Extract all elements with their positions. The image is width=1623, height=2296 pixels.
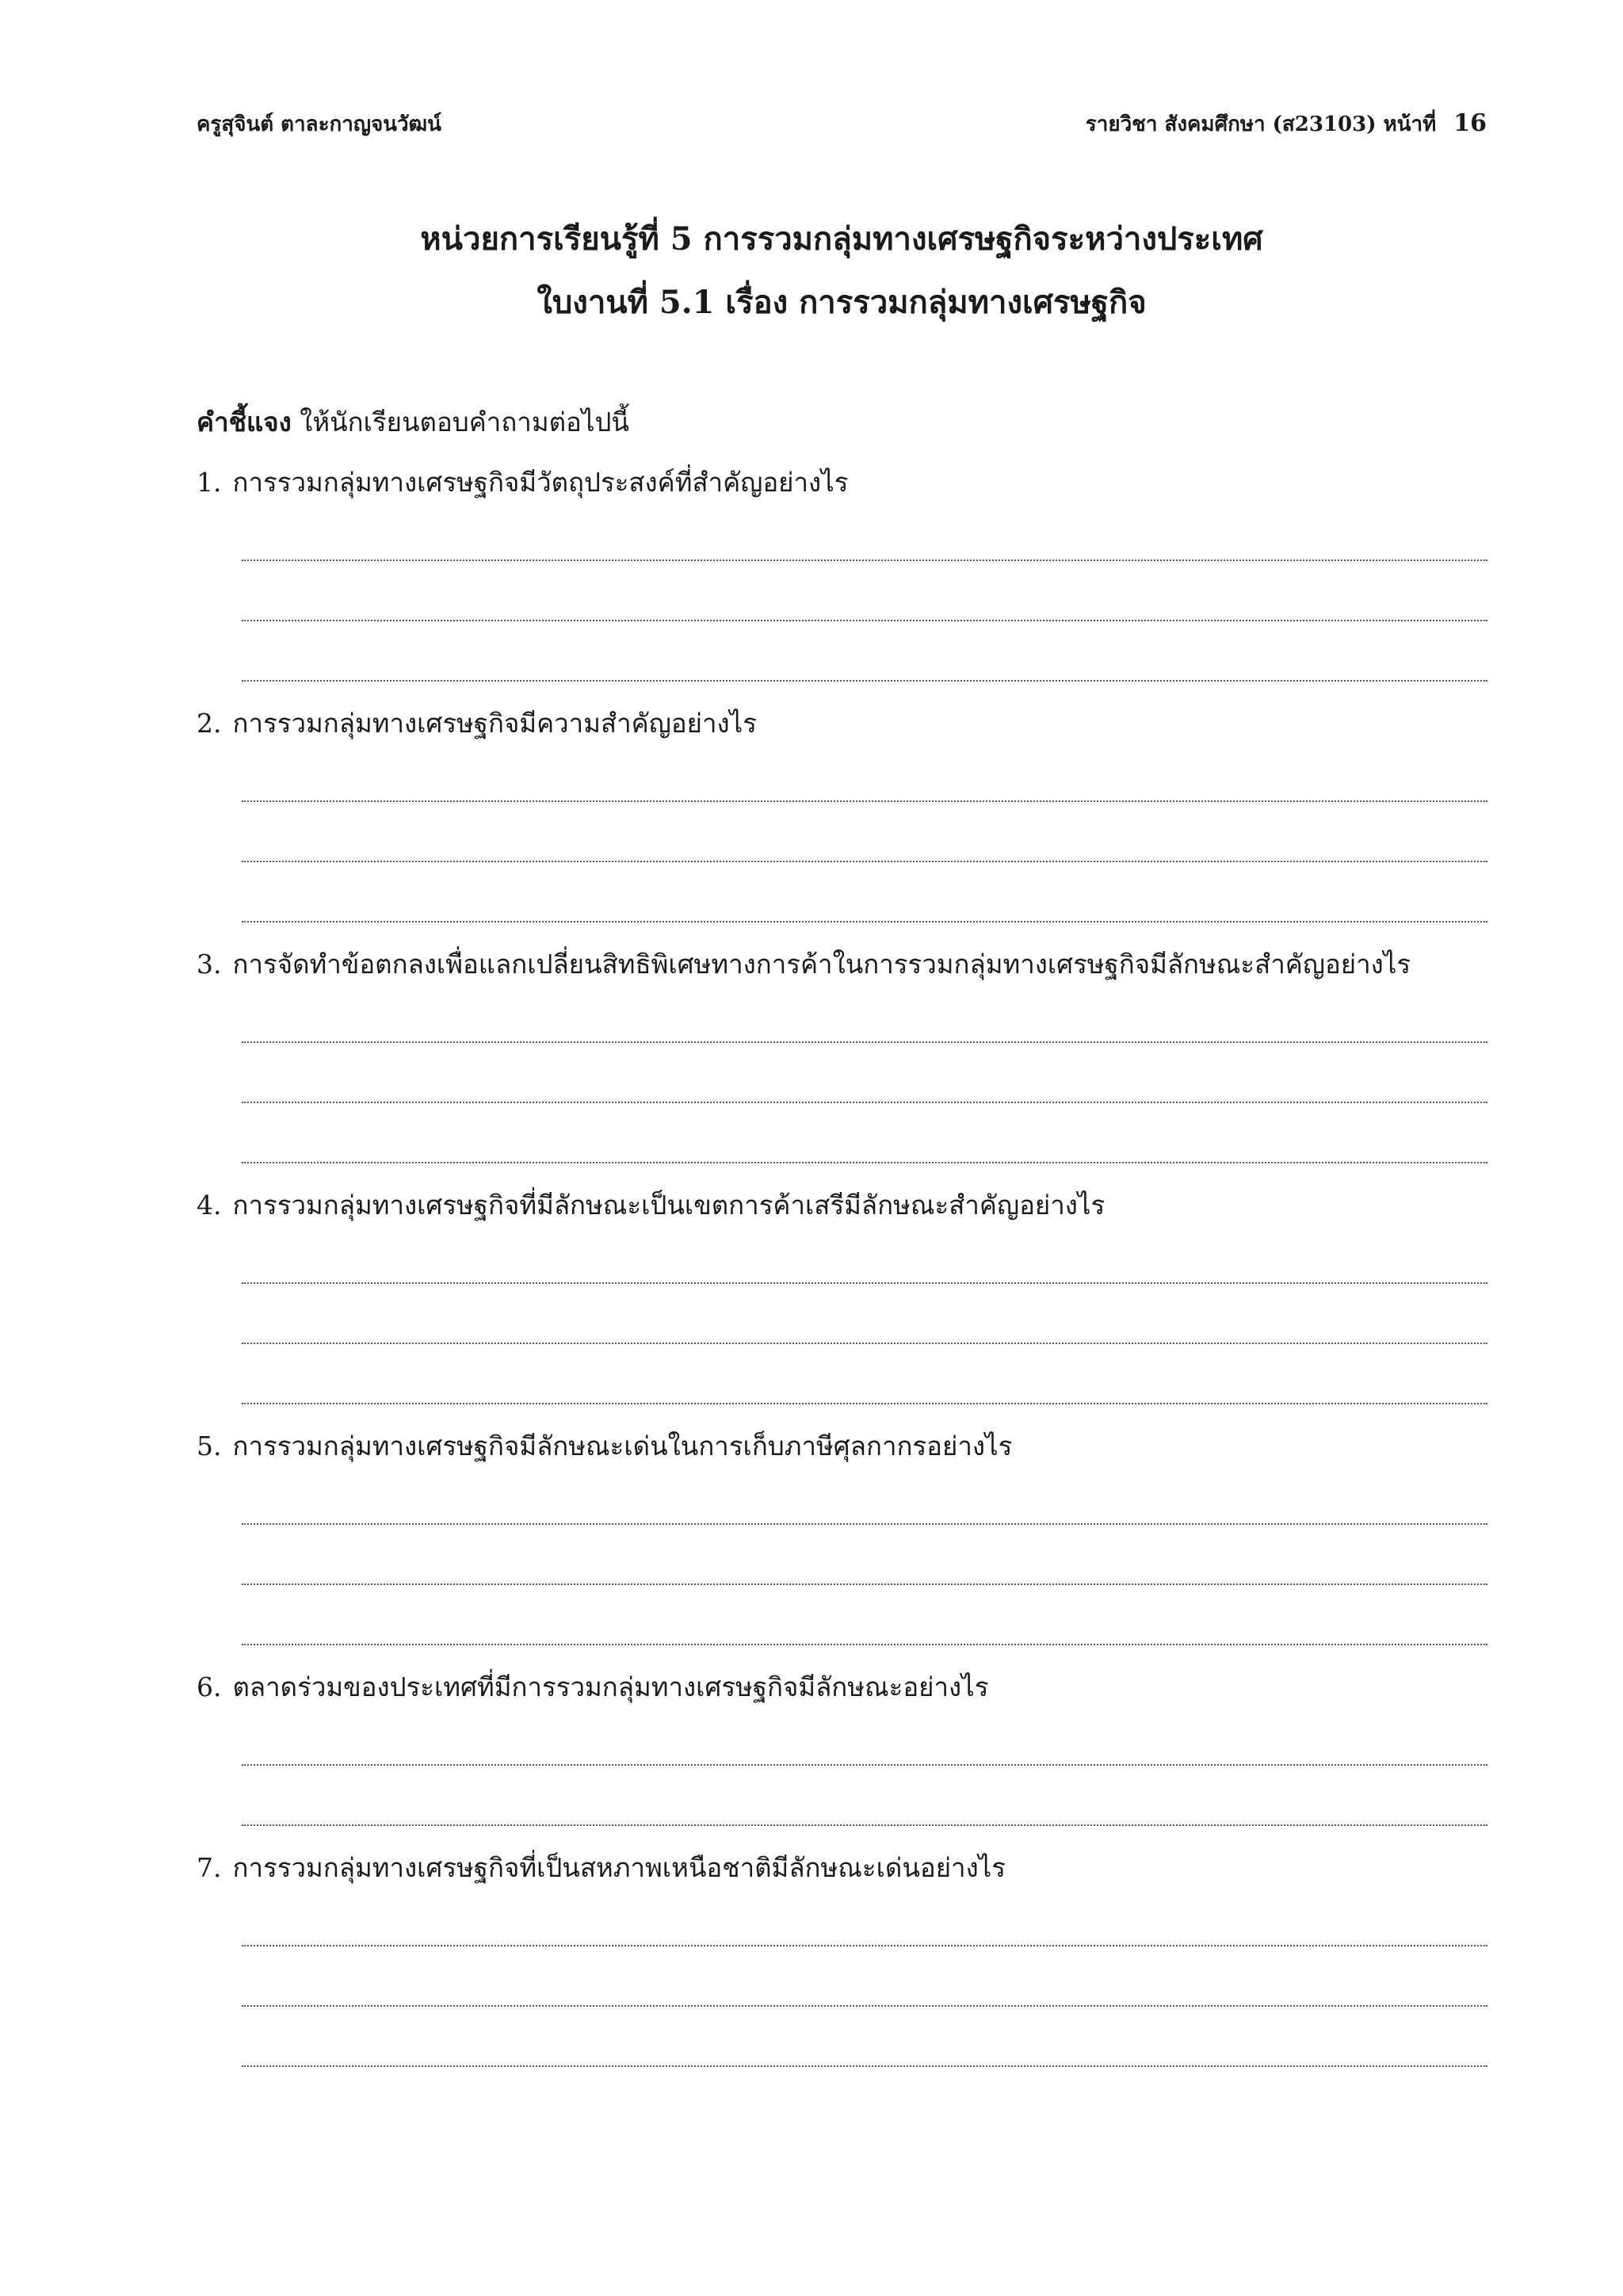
- author-name: ครูสุจินต์ ตาละกาญจนวัฒน์: [197, 113, 441, 136]
- answer-line[interactable]: [242, 1644, 1487, 1645]
- answer-line[interactable]: [242, 2065, 1487, 2067]
- question-number: 1.: [197, 467, 222, 498]
- question-text: การจัดทำข้อตกลงเพื่อแลกเปลี่ยนสิทธิพิเศษทางการค้าในการรวมกลุ่มทางเศรษฐกิจมีลักษณะสำคัญอย่างไร: [232, 949, 1411, 980]
- answer-line[interactable]: [242, 1584, 1487, 1585]
- answer-line[interactable]: [242, 1282, 1487, 1284]
- answer-line[interactable]: [242, 680, 1487, 682]
- answer-line[interactable]: [242, 861, 1487, 862]
- question-text: การรวมกลุ่มทางเศรษฐกิจมีความสำคัญอย่างไร: [232, 708, 757, 739]
- answer-line[interactable]: [242, 1945, 1487, 1946]
- answer-line[interactable]: [242, 620, 1487, 621]
- answer-line[interactable]: [242, 2005, 1487, 2007]
- question-3: [197, 943, 1411, 985]
- question-text: การรวมกลุ่มทางเศรษฐกิจมีวัตถุประสงค์ที่สำคัญอย่างไร: [232, 467, 849, 498]
- question-1: [197, 461, 848, 503]
- answer-line[interactable]: [242, 1764, 1487, 1766]
- instruction-label: คำชี้แจง: [197, 407, 292, 437]
- title-block: [197, 208, 1487, 334]
- answer-line[interactable]: [242, 800, 1487, 802]
- answer-line[interactable]: [242, 1343, 1487, 1344]
- question-text: การรวมกลุ่มทางเศรษฐกิจมีลักษณะเด่นในการเก็บภาษีศุลกากรอย่างไร: [232, 1431, 1013, 1461]
- question-5: [197, 1425, 1012, 1467]
- question-text: การรวมกลุ่มทางเศรษฐกิจที่มีลักษณะเป็นเขตการค้าเสรีมีลักษณะสำคัญอย่างไร: [232, 1190, 1106, 1221]
- question-text: ตลาดร่วมของประเทศที่มีการรวมกลุ่มทางเศรษฐกิจมีลักษณะอย่างไร: [232, 1671, 989, 1702]
- question-6: [197, 1666, 989, 1708]
- question-7: [197, 1847, 1006, 1889]
- answer-line[interactable]: [242, 1041, 1487, 1043]
- answer-line[interactable]: [242, 1403, 1487, 1404]
- question-number: 4.: [197, 1190, 222, 1221]
- answer-line[interactable]: [242, 1102, 1487, 1103]
- page-number: 16: [1453, 109, 1487, 137]
- question-text: การรวมกลุ่มทางเศรษฐกิจที่เป็นสหภาพเหนือชาติมีลักษณะเด่นอย่างไร: [232, 1852, 1006, 1883]
- question-number: 6.: [197, 1671, 222, 1702]
- instruction: [197, 401, 629, 443]
- answer-line[interactable]: [242, 921, 1487, 923]
- question-number: 7.: [197, 1852, 222, 1883]
- course-label: รายวิชา สังคมศึกษา (ส23103) หน้าที่: [1085, 113, 1437, 136]
- question-2: [197, 702, 757, 744]
- question-4: [197, 1184, 1105, 1226]
- instruction-text: ให้นักเรียนตอบคำถามต่อไปนี้: [291, 407, 629, 437]
- answer-line[interactable]: [242, 1162, 1487, 1163]
- question-number: 3.: [197, 949, 222, 980]
- course-header: [1086, 108, 1487, 140]
- answer-line[interactable]: [242, 1523, 1487, 1525]
- question-number: 5.: [197, 1431, 222, 1461]
- question-number: 2.: [197, 708, 222, 739]
- answer-line[interactable]: [242, 1824, 1487, 1826]
- answer-line[interactable]: [242, 560, 1487, 561]
- worksheet-title: ใบงานที่ 5.1 เรื่อง การรวมกลุ่มทางเศรษฐกิจ: [537, 284, 1147, 321]
- unit-title: หน่วยการเรียนรู้ที่ 5 การรวมกลุ่มทางเศรษฐกิจระหว่างประเทศ: [420, 220, 1263, 258]
